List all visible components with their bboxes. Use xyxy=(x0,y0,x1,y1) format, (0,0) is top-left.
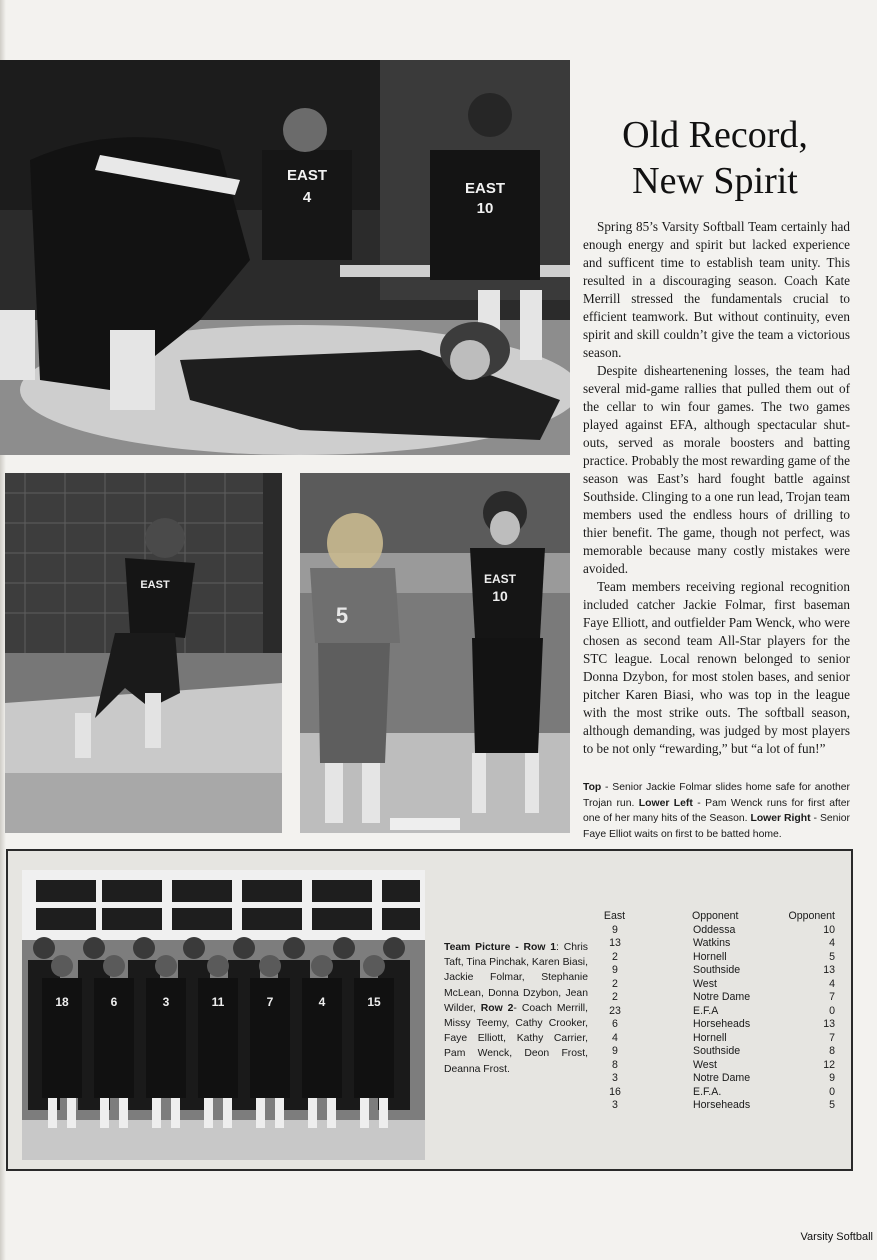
opponent-name: E.F.A xyxy=(693,1004,719,1017)
caption-label-lower-left: Lower Left xyxy=(638,797,693,809)
east-score: 6 xyxy=(612,1018,618,1030)
player-sock xyxy=(152,1098,161,1128)
player-sock xyxy=(171,1098,180,1128)
photo-run-to-first xyxy=(5,473,282,833)
opponent-name: Horseheads xyxy=(693,1018,751,1030)
east-score: 9 xyxy=(612,964,618,976)
opponent-score: 0 xyxy=(829,1004,835,1017)
score-row xyxy=(600,1086,835,1100)
east-score: 13 xyxy=(609,937,621,949)
player-sock xyxy=(308,1098,317,1128)
player-head xyxy=(333,937,355,959)
opponent-score: 13 xyxy=(823,1018,835,1030)
title-line-2: New Spirit xyxy=(632,160,798,202)
photo-slide-home xyxy=(0,60,570,455)
east-score: 23 xyxy=(609,1004,621,1017)
team-caption-row2-names: - Coach Merrill, Missy Teemy, Cathy Crooker, Faye Elliott, Kathy Carrier, Pam Wenck, Deon Frost, Deanna Frost. xyxy=(444,1002,588,1075)
team-caption-row1-names: : Chris Taft, Tina Pinchak, Karen Biasi, Jackie Folmar, Stephanie McLean, Donna Dzybon, Jean Wilder, xyxy=(444,942,588,1014)
east-score: 2 xyxy=(612,950,618,963)
player-sock xyxy=(48,1098,57,1128)
east-score: 4 xyxy=(612,1031,618,1044)
opponent-score: 4 xyxy=(829,937,835,949)
score-row xyxy=(600,1018,835,1032)
photo-captions xyxy=(583,780,850,842)
player-sock xyxy=(100,1098,109,1128)
east-score: 9 xyxy=(612,1045,618,1057)
opponent-name: West xyxy=(693,977,717,990)
east-score: 3 xyxy=(612,1072,618,1084)
season-scores-table xyxy=(600,910,835,1113)
player-head xyxy=(207,955,229,977)
player-sock xyxy=(256,1098,265,1128)
score-row xyxy=(600,1099,835,1113)
opponent-score: 9 xyxy=(829,1072,835,1084)
east-score: 3 xyxy=(612,1099,618,1111)
player-head xyxy=(155,955,177,977)
score-row xyxy=(600,964,835,978)
opponent-score: 13 xyxy=(823,964,835,976)
player-sock xyxy=(119,1098,128,1128)
article-paragraph: Spring 85’s Varsity Softball Team certainly had enough energy and spirit but lacked experience and sufficent time to establish team unity. This resulted in a discouraging season. Coach Kate Merrill stressed the fundamentals crucial to efficient teamwork. But without continuity, even spirit and skill couldn’t give the team a victorious season. xyxy=(583,219,850,360)
score-row xyxy=(600,1072,835,1086)
header-east: East xyxy=(603,910,626,922)
east-score: 8 xyxy=(612,1058,618,1071)
article-paragraph: Team members receiving regional recognition included catcher Jackie Folmar, first baseman Faye Elliott, and outfielder Pam Wenck, who were chosen as second team All-Star players for the STC league. Local renown belonged to senior Donna Dzybon, for most stolen bases, and senior pitcher Karen Biasi, who was top in the league with the most strike outs. The softball season, although demanding, was judged by most players to be not only “rewarding,” but “a lot of fun!” xyxy=(583,579,850,756)
opponent-name: Oddessa xyxy=(693,923,736,936)
caption-label-lower-right: Lower Right xyxy=(750,813,811,824)
east-score: 9 xyxy=(612,923,618,936)
score-row xyxy=(600,924,835,938)
opponent-score: 7 xyxy=(829,991,835,1003)
score-row xyxy=(600,1005,835,1019)
player-head xyxy=(383,937,405,959)
caption-text-top: - Senior Jackie Folmar slides home safe for another Trojan run. xyxy=(583,782,850,809)
jersey-number: 5 xyxy=(335,603,349,628)
opponent-name: Hornell xyxy=(693,1031,727,1044)
opponent-name: Hornell xyxy=(693,950,727,963)
photo-wait-on-first xyxy=(300,473,570,833)
player-head xyxy=(259,955,281,977)
score-row xyxy=(600,1059,835,1073)
opponent-name: E.F.A. xyxy=(693,1085,722,1098)
player-sock xyxy=(275,1098,284,1128)
page-footer: Varsity Softball xyxy=(800,1231,873,1243)
score-row xyxy=(600,991,835,1005)
player-sock xyxy=(327,1098,336,1128)
opponent-name: Southside xyxy=(693,1045,741,1057)
opponent-score: 5 xyxy=(829,1099,835,1111)
team-caption-row1-label: Team Picture - Row 1 xyxy=(444,942,557,953)
jersey-text-east: EAST xyxy=(483,572,517,586)
player-head xyxy=(103,955,125,977)
opponent-score: 8 xyxy=(829,1045,835,1057)
team-jersey-number: 11 xyxy=(211,995,225,1009)
scores-header-row xyxy=(600,910,835,924)
title-line-1: Old Record, xyxy=(622,114,808,156)
player-sock xyxy=(379,1098,388,1128)
opponent-name: Horseheads xyxy=(693,1099,751,1111)
jersey-text-east: EAST xyxy=(140,579,170,591)
score-row xyxy=(600,1045,835,1059)
caption-text-lower-left: - Pam Wenck runs for first after one of her many hits of the Season. xyxy=(583,797,850,824)
score-row xyxy=(600,978,835,992)
jersey-number: 4 xyxy=(302,189,312,206)
team-jersey-number: 4 xyxy=(318,995,326,1009)
east-score: 2 xyxy=(612,991,618,1003)
player-head xyxy=(183,937,205,959)
team-jersey-number: 15 xyxy=(367,995,381,1009)
opponent-name: West xyxy=(693,1058,717,1071)
player-head xyxy=(33,937,55,959)
player-head xyxy=(311,955,333,977)
photo-team-picture xyxy=(22,870,425,1160)
opponent-score: 7 xyxy=(829,1031,835,1044)
opponent-score: 12 xyxy=(823,1058,835,1071)
opponent-score: 5 xyxy=(829,950,835,963)
east-score: 2 xyxy=(612,977,618,990)
team-picture-caption xyxy=(444,940,588,1077)
score-row xyxy=(600,1032,835,1046)
team-jersey-number: 7 xyxy=(266,995,274,1009)
player-sock xyxy=(204,1098,213,1128)
caption-label-top: Top xyxy=(583,782,602,793)
article-body xyxy=(583,218,850,758)
header-opponent: Opponent xyxy=(691,910,739,922)
jersey-text-east: EAST xyxy=(464,180,506,197)
article-paragraph: Despite disheartenening losses, the team had several mid-game rallies that pulled them out of the cellar to win four games. The two games played against EFA, although spectacular shut-outs, served as morale boosters and batting practice. Probably the most rewarding game of the season was East’s hard fought battle against Southside. Clinging to a one run lead, Trojan team members used the endless hours of drilling to thier benefit. The game, though not perfect, was memorable because many costly mistakes were avoided. xyxy=(583,363,850,576)
opponent-score: 0 xyxy=(829,1085,835,1098)
opponent-name: Watkins xyxy=(693,937,731,949)
page-title xyxy=(585,112,845,204)
opponent-score: 10 xyxy=(823,923,835,936)
player-head xyxy=(83,937,105,959)
player-head xyxy=(363,955,385,977)
team-jersey-number: 6 xyxy=(110,995,118,1009)
team-caption-row2-label: Row 2 xyxy=(480,1002,514,1014)
opponent-name: Southside xyxy=(693,964,741,976)
jersey-number: 10 xyxy=(492,588,508,604)
caption-text-lower-right: - Senior Faye Elliot waits on first to be batted home. xyxy=(583,813,850,840)
player-head xyxy=(51,955,73,977)
jersey-number: 10 xyxy=(476,200,494,217)
east-score: 16 xyxy=(609,1085,621,1098)
player-sock xyxy=(67,1098,76,1128)
player-head xyxy=(133,937,155,959)
team-jersey-number: 18 xyxy=(55,995,69,1009)
team-jersey-number: 3 xyxy=(162,995,170,1009)
score-row xyxy=(600,937,835,951)
header-opponent-score: Opponent xyxy=(788,910,835,922)
opponent-score: 4 xyxy=(829,977,835,990)
score-row xyxy=(600,951,835,965)
jersey-text-east: EAST xyxy=(286,167,328,184)
player-head xyxy=(283,937,305,959)
player-sock xyxy=(223,1098,232,1128)
opponent-name: Notre Dame xyxy=(693,991,751,1003)
opponent-name: Notre Dame xyxy=(693,1072,751,1084)
player-head xyxy=(233,937,255,959)
player-sock xyxy=(360,1098,369,1128)
